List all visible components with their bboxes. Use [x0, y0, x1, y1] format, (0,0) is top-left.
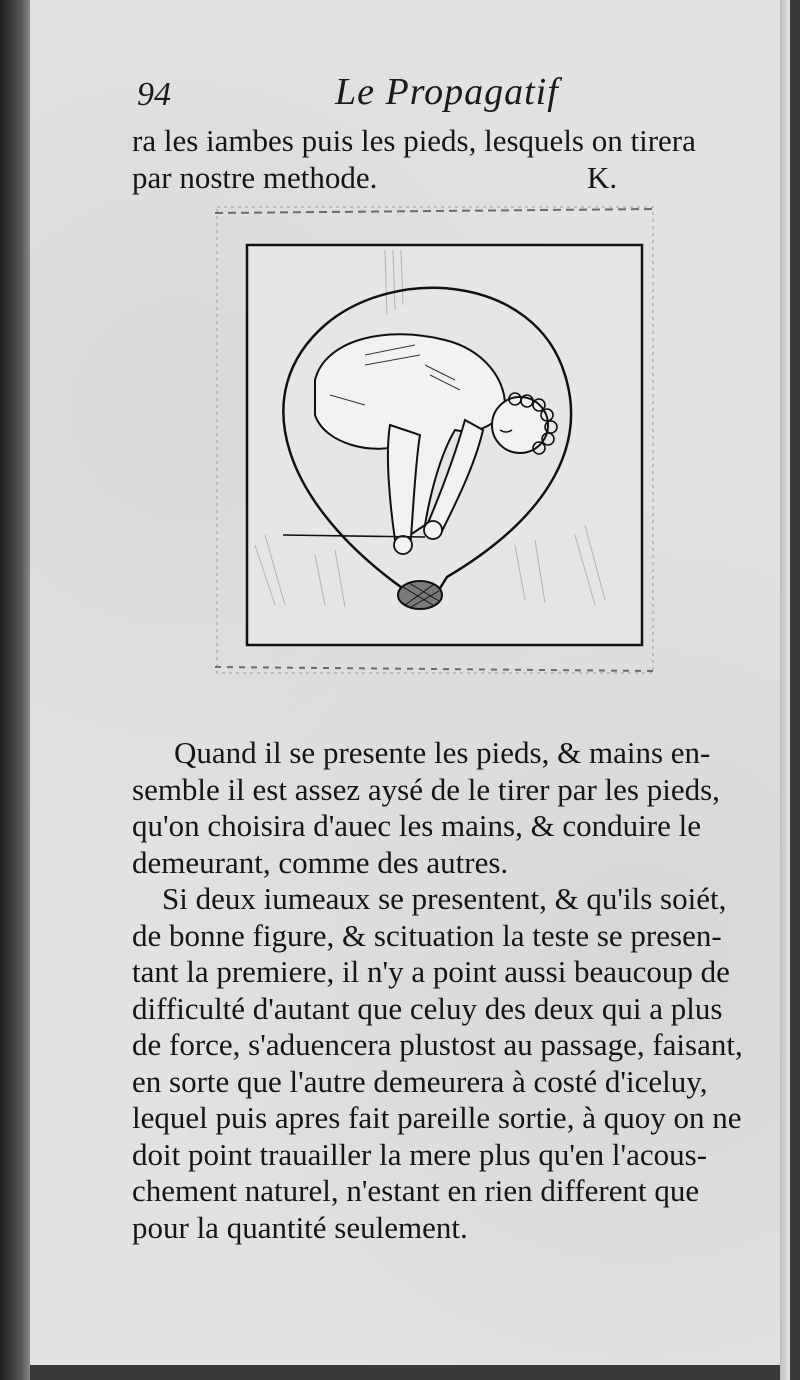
text-line: en sorte que l'autre demeurera à costé d'iceluy, [132, 1063, 708, 1099]
figure-mark-label: K. [587, 159, 618, 195]
text-line: pour la quantité seulement. [132, 1209, 468, 1245]
text-line: Si deux iumeaux se presentent, & qu'ils soiét, [162, 881, 727, 916]
text-line: semble il est assez aysé de le tirer par les pieds, [132, 771, 720, 807]
text-line: qu'on choisira d'auec les mains, & conduire le [132, 808, 702, 843]
page-right-edge [780, 0, 790, 1380]
fetus-head [492, 397, 548, 453]
text-line: lequel puis apres fait pareille sortie, à quoy on ne [132, 1100, 742, 1135]
block-top-edge [215, 209, 655, 213]
woodcut-illustration [215, 205, 655, 675]
block-bottom-edge [215, 667, 655, 671]
page-number: 94 [137, 76, 171, 113]
fetus-in-womb-illustration [215, 205, 655, 675]
text-line-content: par nostre methode. [132, 159, 378, 195]
text-line: demeurant, comme des autres. [132, 844, 509, 880]
cervix-opening [398, 581, 442, 609]
fetus-foot [394, 536, 412, 554]
paragraph-feet-and-hands [132, 735, 772, 881]
text-line: doit point trauailler la mere plus qu'en l'acous- [132, 1136, 708, 1172]
top-text-block [132, 123, 782, 196]
text-line [132, 160, 782, 197]
running-title: Le Propagatif [335, 71, 559, 113]
text-line: tant la premiere, il n'y a point aussi beaucoup de [132, 954, 730, 989]
page-gutter-shadow [0, 0, 30, 1380]
text-line: de bonne figure, & scituation la teste se presen- [132, 917, 722, 953]
text-line: de force, s'aduencera plustost au passage, faisant, [132, 1027, 743, 1062]
paragraph-twins [132, 881, 772, 1246]
text-line: difficulté d'autant que celuy des deux qui a plus [132, 990, 723, 1026]
text-line: Quand il se presente les pieds, & mains en- [174, 735, 711, 770]
page-header [105, 70, 765, 120]
body-text [132, 735, 772, 1246]
fetus-hand [424, 521, 442, 539]
text-line: ra les iambes puis les pieds, lesquels on tirera [132, 123, 696, 158]
text-line: chement naturel, n'estant en rien different que [132, 1173, 700, 1208]
